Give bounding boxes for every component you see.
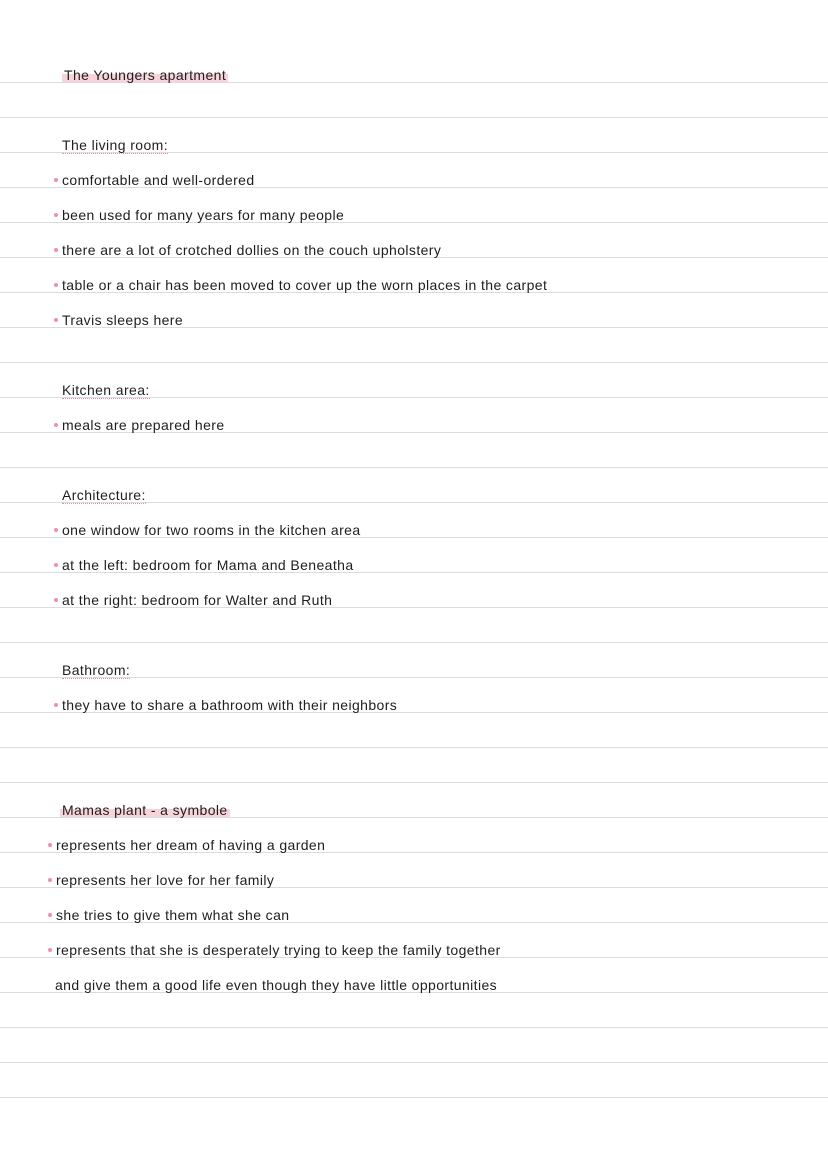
ruled-line xyxy=(0,1062,828,1063)
list-item-text: represents that she is desperately trying to keep the family together xyxy=(56,942,501,958)
section-heading xyxy=(62,65,228,85)
heading-text: The Youngers apartment xyxy=(64,67,227,83)
list-item-text: represents her dream of having a garden xyxy=(56,837,326,853)
ruled-line xyxy=(0,117,828,118)
list-item-text: they have to share a bathroom with their neighbors xyxy=(62,697,398,713)
list-item xyxy=(62,555,354,575)
list-item xyxy=(62,240,441,260)
bullet-icon xyxy=(54,248,58,252)
list-item xyxy=(62,520,361,540)
list-item-text: meals are prepared here xyxy=(62,417,225,433)
list-item-text: been used for many years for many people xyxy=(62,207,345,223)
bullet-icon xyxy=(54,598,58,602)
section-heading xyxy=(62,660,130,680)
ruled-line xyxy=(0,1027,828,1028)
list-item xyxy=(62,170,255,190)
heading-text: Architecture: xyxy=(62,487,146,503)
list-item-text: Travis sleeps here xyxy=(62,312,184,328)
ruled-line xyxy=(0,467,828,468)
heading-text: Mamas plant - a symbole xyxy=(62,802,228,818)
bullet-icon xyxy=(48,913,52,917)
bullet-icon xyxy=(54,178,58,182)
bullet-icon xyxy=(54,423,58,427)
heading-text: The living room: xyxy=(62,137,168,153)
bullet-icon xyxy=(54,528,58,532)
list-item-continuation: and give them a good life even though they have little opportunities xyxy=(55,977,498,993)
bullet-icon xyxy=(54,213,58,217)
section-heading xyxy=(62,135,168,155)
list-item-text: represents her love for her family xyxy=(56,872,275,888)
bullet-icon xyxy=(48,948,52,952)
bullet-icon xyxy=(54,283,58,287)
bullet-icon xyxy=(48,843,52,847)
list-item xyxy=(56,905,289,925)
ruled-line xyxy=(0,782,828,783)
list-item xyxy=(62,205,344,225)
section-heading xyxy=(60,800,230,820)
bullet-icon xyxy=(54,563,58,567)
list-item xyxy=(62,695,397,715)
heading-text: Kitchen area: xyxy=(62,382,150,398)
bullet-icon xyxy=(48,878,52,882)
list-item-text: she tries to give them what she can xyxy=(56,907,290,923)
list-item-text: comfortable and well-ordered xyxy=(62,172,255,188)
section-heading xyxy=(62,380,150,400)
bullet-icon xyxy=(54,318,58,322)
list-item-text: at the right: bedroom for Walter and Ruth xyxy=(62,592,333,608)
list-item xyxy=(56,835,325,855)
list-item xyxy=(62,275,547,295)
list-item-text: table or a chair has been moved to cover up the worn places in the carpet xyxy=(62,277,548,293)
ruled-line xyxy=(0,362,828,363)
ruled-line xyxy=(0,747,828,748)
section-heading xyxy=(62,485,146,505)
list-item xyxy=(62,310,183,330)
list-item xyxy=(62,415,225,435)
list-item xyxy=(56,940,501,960)
bullet-icon xyxy=(54,703,58,707)
list-item xyxy=(56,870,274,890)
list-item-text: one window for two rooms in the kitchen area xyxy=(62,522,361,538)
list-item-text: at the left: bedroom for Mama and Beneatha xyxy=(62,557,354,573)
ruled-line xyxy=(0,642,828,643)
list-item-text: there are a lot of crotched dollies on the couch upholstery xyxy=(62,242,442,258)
heading-text: Bathroom: xyxy=(62,662,131,678)
list-item xyxy=(62,590,332,610)
ruled-line xyxy=(0,1097,828,1098)
